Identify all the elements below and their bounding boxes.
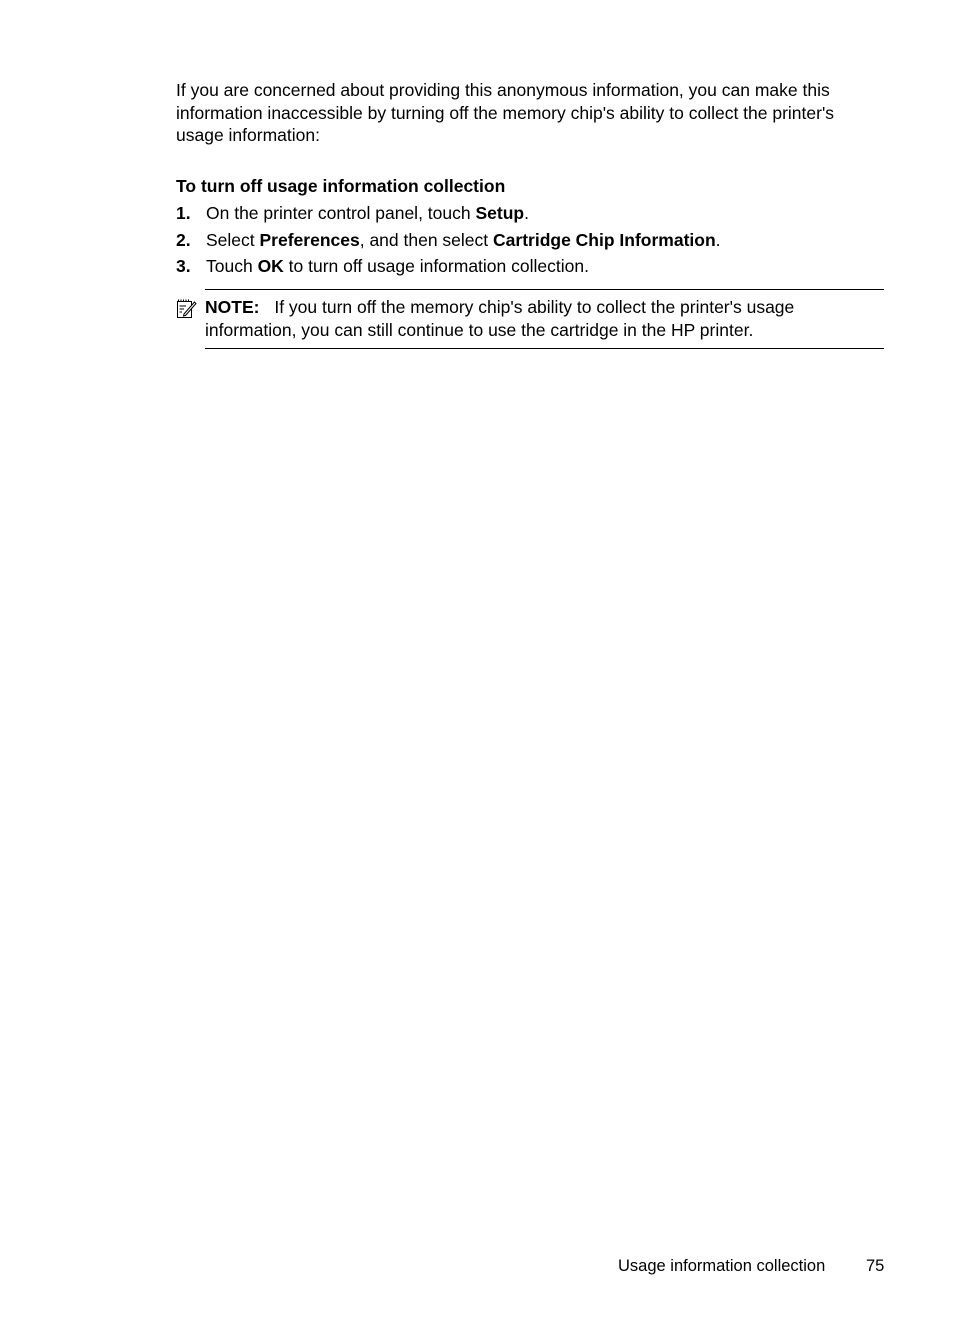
step-text	[206, 255, 589, 277]
step-text-plain: .	[715, 229, 721, 250]
footer-section-title: Usage information collection	[618, 1257, 826, 1275]
step-text-bold: Setup	[475, 203, 525, 223]
step-text-plain: Touch	[206, 256, 258, 276]
step-text-plain: to turn off usage information collection.	[283, 256, 589, 276]
note-icon	[175, 298, 197, 320]
note-body	[205, 296, 884, 341]
note-text: If you turn off the memory chip's ability to collect the printer's usage information, you can still continue to use the cartridge in the HP printer.	[205, 297, 795, 340]
step-number: 1.	[176, 203, 191, 223]
step-text-bold: OK	[257, 256, 284, 276]
step-number: 3.	[176, 256, 191, 276]
step-number: 2.	[176, 229, 191, 250]
step-text-plain: Select	[206, 229, 260, 250]
step-text	[206, 229, 721, 251]
note-label: NOTE:	[205, 297, 260, 317]
footer-page-number: 75	[866, 1257, 885, 1275]
step-text	[206, 202, 529, 224]
step-text-bold: Cartridge Chip Information	[493, 229, 716, 250]
intro-paragraph: If you are concerned about providing this anonymous information, you can make this information inaccessible by turning off the memory chip's ability to collect the printer's usage information:	[176, 80, 835, 145]
procedure-heading: To turn off usage information collection	[176, 176, 506, 196]
step-text-plain: , and then select	[359, 229, 494, 250]
step-text-bold: Preferences	[259, 229, 360, 250]
note-box	[205, 289, 884, 349]
step-text-plain: On the printer control panel, touch	[206, 203, 476, 223]
step-text-plain: .	[524, 203, 529, 223]
